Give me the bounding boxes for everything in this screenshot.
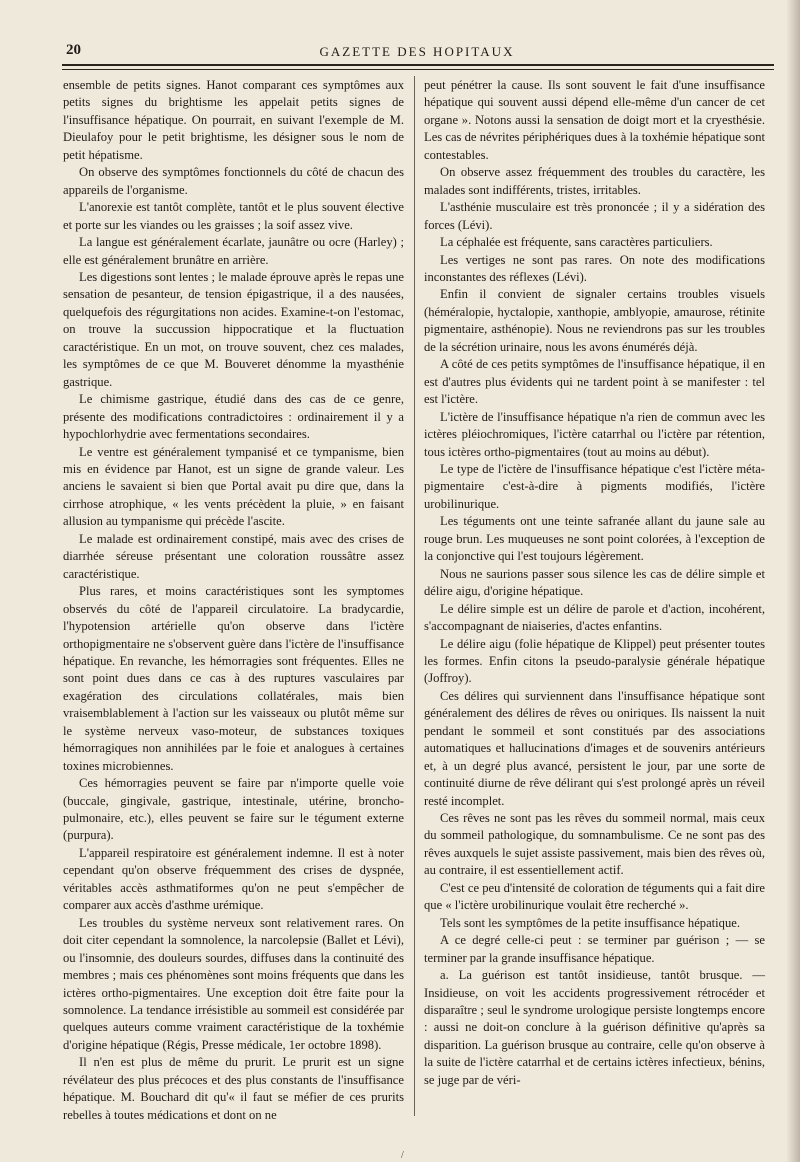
paragraph: La céphalée est fréquente, sans caractères particuliers. [440, 235, 713, 250]
paragraph: L'ictère de l'insuffisance hépatique n'a rien de commun avec les ictères pléiochromiques, l'ictère catarrhal ou l'ictère par rétention, tous ictères ortho-pigmentaires (tout au moins au début). [424, 409, 765, 459]
paragraph: Le ventre est généralement tympanisé et ce tympanisme, bien mis en évidence par Hanot, est un signe de grande valeur. Les anciens le savaient si bien que Portal avait pu dire que, dans la cirrhose atrophique, « les vents précèdent la pluie, » en faisant allusion au tympanisme qui précède l'ascite. [63, 444, 404, 529]
paragraph: Le malade est ordinairement constipé, mais avec des crises de diarrhée séreuse présentant une coloration roussâtre assez caractéristique. [63, 531, 404, 581]
paragraph: Les téguments ont une teinte safranée allant du jaune sale au rouge brun. Les muqueuses ne sont point colorées, à l'exception de la conjonctive qui l'est toujours légèrement. [424, 514, 765, 564]
paragraph: Les troubles du système nerveux sont relativement rares. On doit citer cependant la somnolence, la narcolepsie (Ballet et Lévi), ou l'insomnie, des douleurs sourdes, diffuses dans la continuité des membres ; mais ces phénomènes sont moins fréquents que dans les ictères ortho-pigmentaires. Une exception doit être faite pour la somnolence. La tendance irrésistible au sommeil est considérée par quelques auteurs comme vraiment caractéristique de la toxhémie d'origine hépatique (Régis, Presse médicale, 1er octobre 1898). [63, 915, 404, 1052]
left-column [63, 77, 404, 1124]
paragraph: Ces délires qui surviennent dans l'insuffisance hépatique sont généralement des délires de rêves ou oniriques. Ils naissent la nuit pendant le sommeil et sont constitués par des associations automatiques et hallucinations d'images et de souvenirs antérieurs et, à un degré plus avancé, persistent le jour, par une sorte de continuité diurne de rêve délirant qui s'est prolongé après un réveil resté incomplet. [424, 688, 765, 808]
paragraph: A ce degré celle-ci peut : se terminer par guérison ; — se terminer par la grande insuffisance hépatique. [424, 933, 765, 965]
paragraph: Il n'en est plus de même du prurit. Le prurit est un signe révélateur des plus précoces et des plus constants de l'insuffisance hépatique. M. Bouchard dit qu'« il faut se méfier de ces prurits rebelles à toutes médications et dont on ne [63, 1055, 404, 1122]
paragraph: Le délire aigu (folie hépatique de Klippel) peut présenter toutes les formes. Enfin citons la pseudo-paralysie générale hépatique (Joffroy). [424, 636, 765, 686]
paragraph: a. La guérison est tantôt insidieuse, tantôt brusque. — Insidieuse, on voit les accidents progressivement rétrocéder et disparaître ; seul le syndrome urologique persiste longtemps encore : aussi ne doit-on conclure à la guérison définitive qu'après sa disparition. La guérison brusque au contraire, celle qu'on observe à la suite de l'ictère catarrhal et de certains ictères infectieux, bénins, se juge par de véri- [424, 968, 765, 1087]
paragraph: L'asthénie musculaire est très prononcée ; il y a sidération des forces (Lévi). [424, 200, 765, 232]
paragraph: Les vertiges ne sont pas rares. On note des modifications inconstantes des réflexes (Lévi). [424, 252, 765, 284]
paragraph: ensemble de petits signes. Hanot comparant ces symptômes aux petits signes du brightisme les appelait petits signes de l'insuffisance hépatique. On pourrait, en suivant l'exemple de M. Dieulafoy pour le petit brightisme, les désigner sous le nom de petit hépatisme. [63, 78, 404, 162]
paragraph: A côté de ces petits symptômes de l'insuffisance hépatique, il en est d'autres plus évidents qui ne tardent point à se manifester : tel est l'ictère. [424, 357, 765, 407]
paragraph: Le délire simple est un délire de parole et d'action, incohérent, s'accompagnant de niaiseries, d'actes enfantins. [424, 601, 765, 634]
paragraph: Ces hémorragies peuvent se faire par n'importe quelle voie (buccale, gingivale, gastrique, intestinale, utérine, broncho-pulmonaire, etc.), elles peuvent se faire sur le tégument externe (purpura). [63, 776, 404, 843]
paragraph: Enfin il convient de signaler certains troubles visuels (héméralopie, hyctalopie, xanthopie, amblyopie, amaurose, rétinite pigmentaire, asthénopie). Nous ne reviendrons pas sur les troubles de la sécrétion urinaire, nous les avons énumérés déjà. [424, 287, 765, 354]
journal-title: GAZETTE DES HOPITAUX [319, 44, 515, 59]
header-rule-thin [62, 69, 774, 70]
paragraph: Les digestions sont lentes ; le malade éprouve après le repas une sensation de pesanteur, de tension épigastrique, il a des nausées, quelquefois des régurgitations non acides. Examine-t-on l'estomac, on trouve la succussion hippocratique et la fluctuation caractéristique. En un mot, on trouve souvent, chez ces malades, les symptômes de ce que M. Bouveret dénomme la myasthénie gastrique. [63, 269, 404, 389]
paragraph: On observe assez fréquemment des troubles du caractère, les malades sont indifférents, tristes, irritables. [424, 165, 765, 197]
page-header [62, 42, 772, 64]
paragraph: L'appareil respiratoire est généralement indemne. Il est à noter cependant qu'on observe fréquemment des crises de dyspnée, véritables accès asthmatiformes qu'on ne peut s'empêcher de comparer aux accès d'asthme urémique. [63, 845, 404, 913]
paragraph: Nous ne saurions passer sous silence les cas de délire simple et délire aigu, d'origine hépatique. [424, 566, 765, 599]
column-divider [414, 76, 415, 1116]
footer-mark: / [401, 1150, 404, 1161]
paragraph: L'anorexie est tantôt complète, tantôt et le plus souvent élective et porte sur les viandes ou les graisses ; la soif assez vive. [63, 200, 404, 232]
paragraph: C'est ce peu d'intensité de coloration de téguments qui a fait dire que « l'ictère urobilinurique voulait être recherché ». [424, 880, 765, 913]
paragraph: Le chimisme gastrique, étudié dans des cas de ce genre, présente des modifications contradictoires : ordinairement il y a hypochlorhydrie avec fermentations secondaires. [63, 392, 404, 442]
right-column [424, 77, 765, 1089]
paragraph: Tels sont les symptômes de la petite insuffisance hépatique. [440, 915, 741, 930]
page-edge-shadow [786, 0, 800, 1162]
paragraph: peut pénétrer la cause. Ils sont souvent le fait d'une insuffisance hépatique qui souvent aussi dépend elle-même d'un cancer de cet organe ». Notons aussi la sensation de doigt mort et la cryesthésie. Les cas de névrites périphériques dues à la toxhémie hépatique sont contestables. [424, 78, 765, 162]
paragraph: Le type de l'ictère de l'insuffisance hépatique c'est l'ictère méta-pigmentaire c'est-à-dire à pigments modifiés, l'ictère urobilinurique. [424, 461, 765, 511]
paragraph: Plus rares, et moins caractéristiques sont les symptomes observés du côté de l'appareil circulatoire. La bradycardie, l'hypotension artérielle qu'on observe dans l'ictère orthopigmentaire ne s'observent guère dans l'ictère de l'insuffisance hépatique. En revanche, les hémorragies sont fréquentes. Elles ne sont point dues dans ce cas à des ruptures vasculaires par exagération des circulations collatérales, mais bien vraisemblablement à l'action sur les vaisseaux ou plutôt même sur le système nerveux vaso-moteur, de substances toxiques hémorragiques non annihilées par le foie et analogues à certaines toxines microbiennes. [63, 584, 404, 773]
page-number: 20 [66, 42, 81, 58]
paragraph: Ces rêves ne sont pas les rêves du sommeil normal, mais ceux du sommeil pathologique, du somnambulisme. Ce ne sont pas des rêves auxquels le sujet assiste passivement, mais bien des rêves où, au contraire, il est essentiellement actif. [424, 811, 765, 878]
header-rule-thick [62, 64, 774, 66]
paragraph: La langue est généralement écarlate, jaunâtre ou ocre (Harley) ; elle est généralement brunâtre en arrière. [63, 235, 404, 267]
paragraph: On observe des symptômes fonctionnels du côté de chacun des appareils de l'organisme. [63, 165, 404, 197]
